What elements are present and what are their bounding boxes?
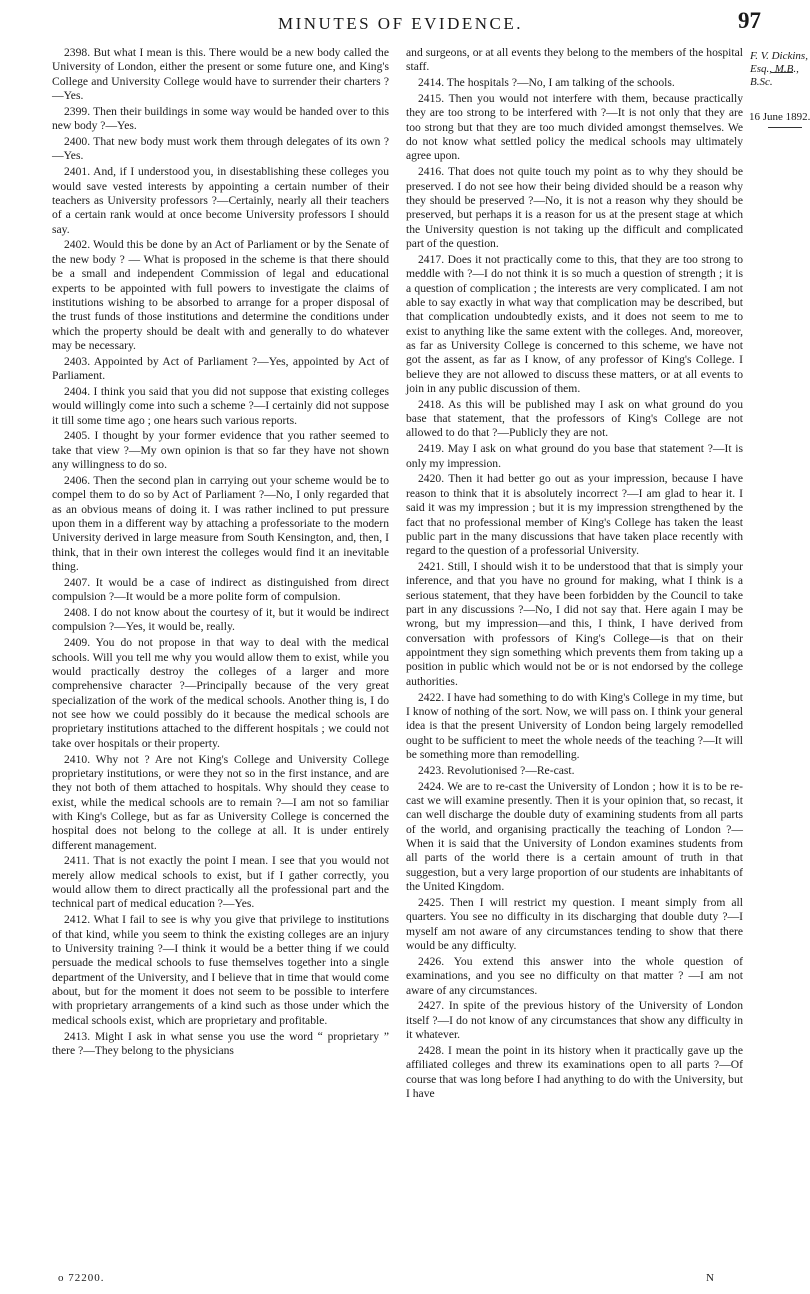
question-paragraph: 2417. Does it not practically come to this, that they are too strong to meddle with ?—I do not think it is so much a question of strength ; it is a question of complication ; the interests are very complicated. I am not able to say exactly in what way that complication may be described, but that complication undoubtedly exists, and it does not seem to me to exist to anything like the same extent with the colleges. And, moreover, as far as University College is concerned to this scheme, we have not got the assent, as far as I know, of any professor of King's College. I believe they are not allowed to discuss these matters, or at all events to join in any public discussion of them.	[406, 252, 743, 395]
question-paragraph: 2405. I thought by your former evidence that you rather seemed to take that view ?—My own opinion is that so far they have not shown any willingness to do so.	[52, 429, 389, 472]
question-paragraph: 2407. It would be a case of indirect as distinguished from direct compulsion ?—It would be a more polite form of compulsion.	[52, 575, 389, 604]
witness-name: F. V. Dickins,	[750, 50, 808, 62]
question-paragraph: 2419. May I ask on what ground do you base that statement ?—It is only my impression.	[406, 442, 743, 470]
page-number: 97	[738, 8, 761, 33]
question-paragraph: 2420. Then it had better go out as your impression, because I have reason to think that it is absolutely incorrect ?—I am glad to hear it. I said it was my impression ; but it is my impression strengthened by the fact that no professional member of King's College has taken the least public part in the many discussions that have taken place recently with regard to the question of a professorial University.	[406, 472, 743, 558]
margin-divider-top	[771, 72, 793, 73]
question-paragraph: 2398. But what I mean is this. There would be a new body called the University of London, either the present or some future one, and King's College and University College would have to surrender their charters ?—Yes.	[52, 46, 389, 103]
question-paragraph: 2408. I do not know about the courtesy of it, but it would be indirect compulsion ?—Yes, it would be, really.	[52, 606, 389, 634]
question-paragraph: 2427. In spite of the previous history of the University of London itself ?—I do not know of any circumstances that show any difficulty in it whatever.	[406, 999, 743, 1042]
question-paragraph: 2414. The hospitals ?—No, I am talking of the schools.	[418, 76, 675, 90]
question-paragraph: 2413. Might I ask in what sense you use the word “ proprietary ” there ?—They belong to the physicians	[52, 1029, 389, 1057]
page-running-title: MINUTES OF EVIDENCE.	[277, 14, 524, 33]
print-code: o 72200.	[58, 1272, 105, 1284]
question-paragraph: 2402. Would this be done by an Act of Parliament or by the Senate of the new body ? — What is proposed in the scheme is that there should be a small and independent Commission of legal and educational experts to be appointed with full powers to investigate the claims of institutions wishing to be absorbed to arrange for a proper disposal of the trust funds of those institutions and determine the conditions under which the property should be dealt with and generally to do whatever may be necessary.	[52, 238, 389, 352]
question-paragraph: 2422. I have had something to do with King's College in my time, but I know of nothing of the sort. Now, we will pass on. I think your general idea is that the present University of London being largely remodelled ought to be sufficient to meet the whole needs of the teaching ?—It will be something more than remodelling.	[406, 690, 743, 761]
witness-degree: Esq., M.B.,	[750, 63, 799, 75]
question-paragraph: and surgeons, or at all events they belong to the members of the hospital staff.	[406, 46, 743, 74]
question-paragraph: 2421. Still, I should wish it to be understood that that is simply your inference, and that you have no ground for making, what I think is a serious statement, that they have been forbidden by the Council to take part in any discussions ?—No, I did not say that. Here again I may be wrong, but my impression—and this, I think, I have derived from conversation with professors of King's College—is that on their appointment they sign something which prevents them from taking up a position in public which would not be or is not endorsed by the college authorities.	[406, 560, 743, 688]
question-paragraph: 2404. I think you said that you did not suppose that existing colleges would willingly come into such a scheme ?—I certainly did not suppose it till some time ago ; one hears such various reports.	[52, 384, 389, 427]
evidence-date: 16 June 1892.	[749, 111, 810, 123]
question-paragraph: 2424. We are to re-cast the University of London ; how it is to be re-cast we will examine presently. Then it is your opinion that, so recast, it can well discharge the double duty of examining students from all parts of the world, and organising practically the teaching of London ?—When it is said that the University of London examines students from all parts of the world there is a certain amount of truth in that suggestion, but a very large proportion of our students are inhabitants of the United Kingdom.	[406, 779, 743, 894]
question-paragraph: 2425. Then I will restrict my question. I meant simply from all quarters. You see no difficulty in its discharging that double duty ?—I myself am not aware of any circumstances tending to show that there would be any difficulty.	[406, 895, 743, 952]
witness-margin-note	[750, 50, 810, 89]
question-paragraph: 2401. And, if I understood you, in disestablishing these colleges you would save vested interests by appointing a certain number of their teachers as University professors ?—Certainly, nearly all their teachers of a certain rank would at once become University professors I should say.	[52, 165, 389, 236]
question-paragraph: 2428. I mean the point in its history when it practically gave up the affiliated colleges and threw its examinations open to all parts ?—Of course that was long before I had anything to do with the University, but I have	[406, 1043, 743, 1100]
question-paragraph: 2399. Then their buildings in some way would be handed over to this new body ?—Yes.	[52, 104, 389, 133]
question-paragraph: 2416. That does not quite touch my point as to why they should be preserved. I do not see how their being divided should be a reason why they should be preserved ?—No, it is not a reason why they should be preserved, but perhaps it is a reason for us at the present stage at which the University question is not taking up the difficult and complicated part of the question.	[406, 165, 743, 250]
question-paragraph: 2418. As this will be published may I ask on what ground do you base that statement, that the professors of King's College are not allowed to do that ?—Publicly they are not.	[406, 397, 743, 440]
question-paragraph: 2423. Revolutionised ?—Re-cast.	[418, 763, 575, 777]
question-paragraph: 2403. Appointed by Act of Parliament ?—Yes, appointed by Act of Parliament.	[52, 354, 389, 383]
question-paragraph: 2426. You extend this answer into the whole question of examinations, and you see no difficulty on that matter ? —I am not aware of any circumstances.	[406, 954, 743, 997]
question-paragraph: 2410. Why not ? Are not King's College and University College proprietary institutions, or were they not so in the first instance, and are they not both of them attached to hospitals. Why should they cease to exist, while the medical schools are to remain ?—I am not so familiar with King's College, but as far as University College is concerned the hospital does not belong to the college at all. It is under entirely different management.	[52, 752, 389, 852]
witness-degree-2: B.Sc.	[750, 76, 773, 88]
question-paragraph: 2409. You do not propose in that way to deal with the medical schools. Will you tell me why you would allow them to exist, while you would practically destroy the colleges of a larger and more comprehensive character ?—Principally because of the very great specialization of the work of the medical schools. Another thing is, I do not see how we could possibly do it because the medical schools are proprietary institutions attached to the different hospitals ; we could not take over hospitals or their property.	[52, 636, 389, 750]
left-column	[52, 46, 389, 1060]
question-paragraph: 2411. That is not exactly the point I mean. I see that you would not merely allow medical schools to exist, but if I gather correctly, you would allow them to direct practically all the professional part and the technical part of medical education ?—Yes.	[52, 854, 389, 911]
right-column	[406, 46, 743, 1103]
question-paragraph: 2412. What I fail to see is why you give that privilege to institutions of that kind, while you seem to think the existing colleges are an injury to University training ?—I think it would be a better thing if we could persuade the medical schools to fuse themselves together into a single department of the University, and I believe that in time that would come about, but for the moment it does not seem to be possible to interfere with proprietary arrangements of a kind such as those under which the medical schools exist, which are proprietary and profitable.	[52, 913, 389, 1027]
signature-mark: N	[706, 1272, 714, 1284]
question-paragraph: 2406. Then the second plan in carrying out your scheme would be to compel them to do so by Act of Parliament ?—No, I only regarded that as an obvious means of doing it. I was rather inclined to put pressure upon them in a different way by attaching a professoriate to the modern University derived in large measure from South Kensington, and, then, I think, that in their own interest the colleges would find it an inevitable thing.	[52, 473, 389, 574]
margin-divider	[768, 127, 802, 128]
question-paragraph: 2415. Then you would not interfere with them, because practically they are too strong to be interfered with ?—It is not only that they are too strong but that they are too much divided amongst themselves. We do not know what settled policy the medical schools may ultimately agree upon.	[406, 92, 743, 163]
question-paragraph: 2400. That new body must work them through delegates of its own ?—Yes.	[52, 135, 389, 163]
